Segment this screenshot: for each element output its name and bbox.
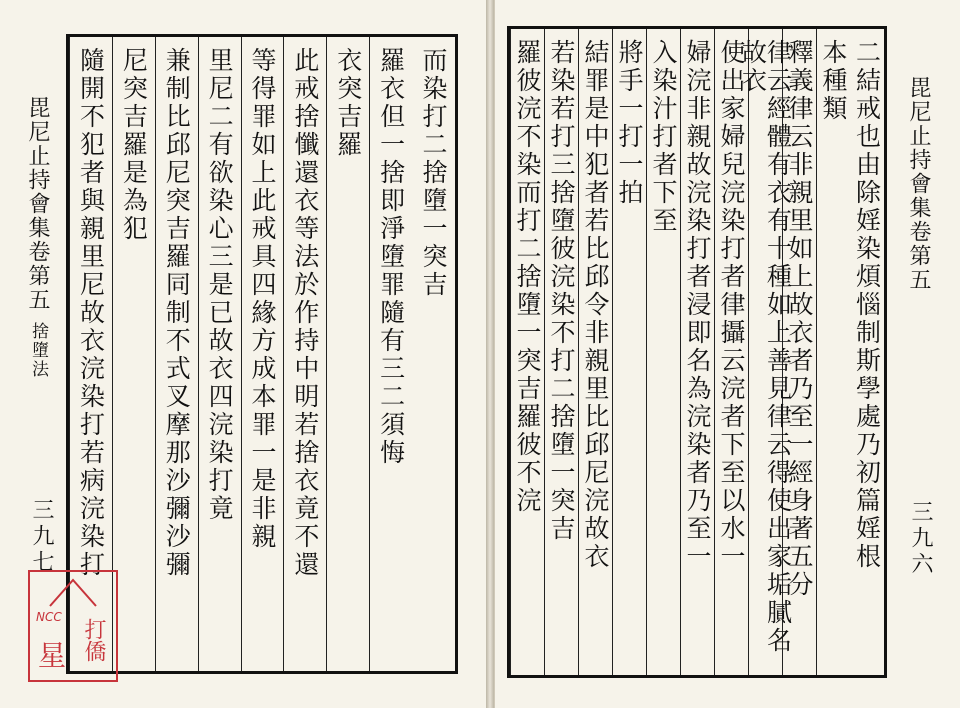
right-page: [494, 0, 960, 708]
stamp-text-side: 打僑: [81, 618, 106, 662]
right-column-text: 本種類: [819, 39, 848, 123]
left-margin-subtitle: 捨墮法: [28, 322, 48, 379]
right-column-text: 將手一打一拍: [615, 39, 644, 207]
left-column-3: [326, 37, 369, 671]
left-column-text: 尼突吉羅是為犯: [119, 47, 149, 243]
left-column-text: 羅衣但一捨即淨墮罪隨有三二須悔: [376, 47, 406, 467]
right-margin-title: 毘尼止持會集卷第五: [906, 76, 931, 292]
right-column-text: 二結戒也由除婬染煩惱制斯學處乃初篇婬根: [852, 39, 882, 571]
right-column-text: 婦浣非親故浣染打者浸即名為浣染者乃至一: [683, 39, 712, 571]
left-column-5: [241, 37, 284, 671]
right-column-text: 結罪是中犯者若比邱令非親里比邱尼浣故衣: [581, 39, 610, 571]
right-column-text: 若染若打三捨墮彼浣染不打二捨墮一突吉: [547, 39, 576, 543]
right-column-9: [578, 29, 612, 675]
left-column-text: 等得罪如上此戒具四緣方成本罪一是非親: [247, 47, 277, 551]
left-column-text: 隨開不犯者與親里尼故衣浣染打若病浣染打: [76, 47, 106, 579]
right-text-frame: [507, 26, 887, 678]
right-column-text: 釋義律云非親里如上故衣者乃至一經身著五分: [785, 39, 814, 599]
left-column-text: 此戒捨懺還衣等法於作持中明若捨衣竟不還: [290, 47, 320, 579]
roof-icon: [48, 576, 98, 608]
collector-stamp: [28, 570, 118, 682]
right-column-7: [646, 29, 680, 675]
left-column-2: [369, 37, 412, 671]
right-column-text: 使出家婦兒浣染打者律攝云浣者下至以水一: [717, 39, 746, 571]
stamp-text-bottom: 星: [38, 639, 67, 672]
left-column-text: 兼制比邱尼突吉羅同制不式叉摩那沙彌沙彌: [162, 47, 192, 579]
right-column-1: [850, 29, 884, 675]
left-column-4: [283, 37, 326, 671]
left-column-text: 里尼二有欲染心三是已故衣四浣染打竟: [205, 47, 235, 523]
book-gutter: [486, 0, 494, 708]
left-column-text: 而染打二捨墮一突吉: [419, 47, 449, 299]
right-column-text: 律云經體有衣有十種如上善見律云得使出家垢膩名故衣: [738, 39, 793, 655]
right-column-6: [680, 29, 714, 675]
right-column-4: [738, 29, 793, 675]
right-page-number: 三九六: [908, 500, 933, 578]
left-page-number: 三九七: [29, 498, 54, 576]
right-column-text: 入染汁打者下至: [649, 39, 678, 235]
left-text-frame: [66, 34, 458, 674]
right-column-2: [816, 29, 850, 675]
right-column-11: [510, 29, 544, 675]
left-column-1: [412, 37, 455, 671]
right-column-8: [612, 29, 646, 675]
right-column-5: [714, 29, 748, 675]
right-column-10: [544, 29, 578, 675]
left-column-7: [155, 37, 198, 671]
left-column-text: 衣突吉羅: [333, 47, 363, 159]
stamp-text-top: NCC: [36, 610, 62, 624]
left-column-6: [198, 37, 241, 671]
left-column-8: [112, 37, 155, 671]
left-margin-title: 毘尼止持會集卷第五: [25, 96, 50, 312]
right-column-text: 羅彼浣不染而打二捨墮一突吉羅彼不浣: [513, 39, 542, 515]
